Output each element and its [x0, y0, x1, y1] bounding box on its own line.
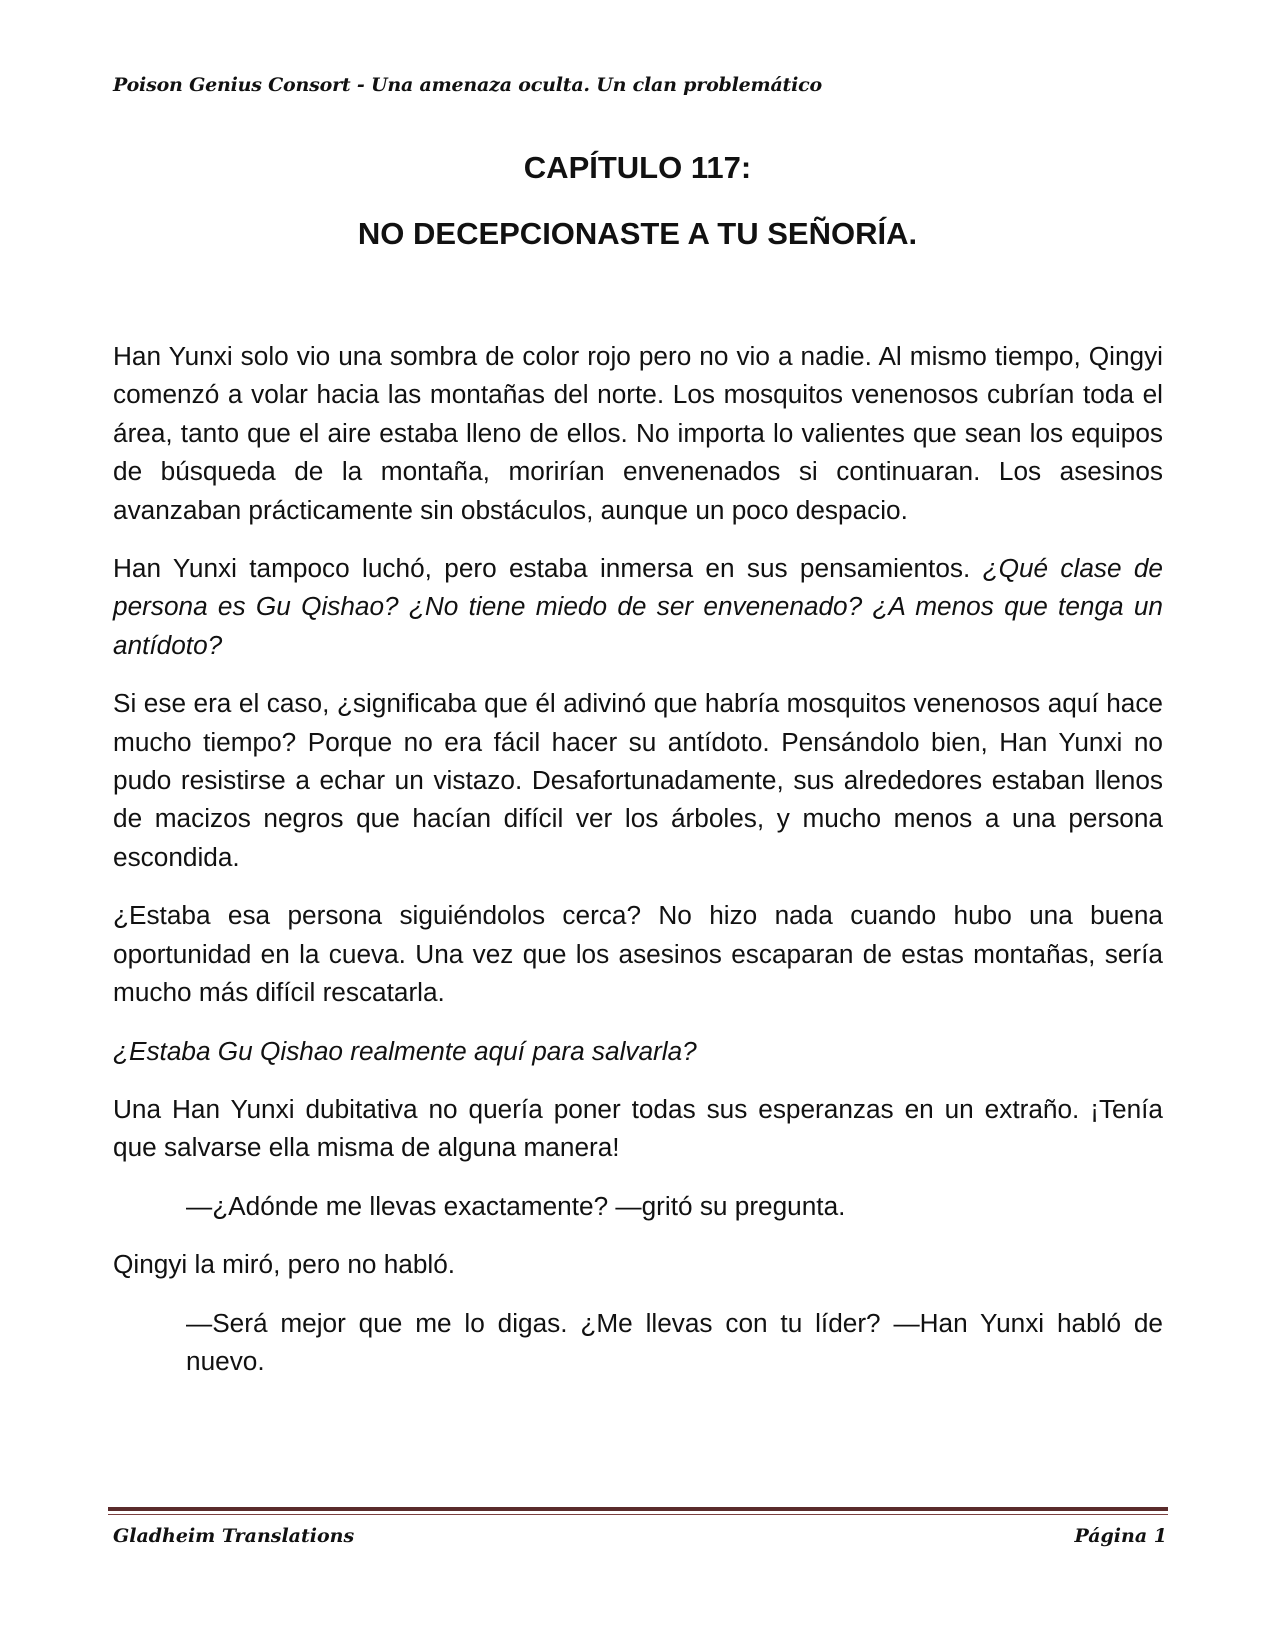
paragraph-2-italic: ¿Qué clase de persona es Gu Qishao? ¿No tiene miedo de ser envenenado? ¿A menos que tenga un antídoto? [113, 553, 1164, 660]
running-header: Poison Genius Consort - Una amenaza oculta. Un clan problemático [113, 74, 822, 96]
footer-publisher: Gladheim Translations [113, 1525, 355, 1547]
paragraph-5-italic: ¿Estaba Gu Qishao realmente aquí para salvarla? [113, 1035, 697, 1066]
body-text [113, 337, 1163, 1400]
footer-page-number: Página 1 [1074, 1525, 1167, 1547]
paragraph-5 [113, 1032, 1163, 1070]
dialogue-1: —¿Adónde me llevas exactamente? —gritó su pregunta. [186, 1190, 846, 1221]
paragraph-8: Qingyi la miró, pero no habló. [113, 1249, 456, 1280]
paragraph-2 [113, 549, 1163, 664]
paragraph-1: Han Yunxi solo vio una sombra de color rojo pero no vio a nadie. Al mismo tiempo, Qingyi comenzó a volar hacia las montañas del norte. Los mosquitos venenosos cubrían toda el área, tanto que el aire estaba lleno de ellos. No importa lo valientes que sean los equipos de búsqueda de la montaña, morirían envenenados si continuaran. Los asesinos avanzaban prácticamente sin obstáculos, aunque un poco despacio. [113, 341, 1163, 525]
chapter-number: CAPÍTULO 117: [523, 150, 752, 185]
dialogue-2: —Será mejor que me lo digas. ¿Me llevas con tu líder? —Han Yunxi habló de nuevo. [186, 1307, 1163, 1376]
footer-rule-thick [108, 1507, 1168, 1511]
paragraph-2-plain: Han Yunxi tampoco luchó, pero estaba inmersa en sus pensamientos. [113, 553, 983, 584]
footer-rule-thin [108, 1514, 1168, 1515]
paragraph-6: Una Han Yunxi dubitativa no quería poner todas sus esperanzas en un extraño. ¡Tenía que salvarse ella misma de alguna manera! [113, 1093, 1163, 1163]
chapter-title: NO DECEPCIONASTE A TU SEÑORÍA. [357, 216, 918, 251]
paragraph-3: Si ese era el caso, ¿significaba que él adivinó que habría mosquitos venenosos aquí hace mucho tiempo? Porque no era fácil hacer su antídoto. Pensándolo bien, Han Yunxi no pudo resistirse a echar un vistazo. Desafortunadamente, sus alrededores estaban llenos de macizos negros que hacían difícil ver los árboles, y mucho menos a una persona escondida. [113, 688, 1163, 872]
paragraph-4: ¿Estaba esa persona siguiéndolos cerca? No hizo nada cuando hubo una buena oportunidad en la cueva. Una vez que los asesinos escaparan de estas montañas, sería mucho más difícil rescatarla. [113, 900, 1163, 1008]
